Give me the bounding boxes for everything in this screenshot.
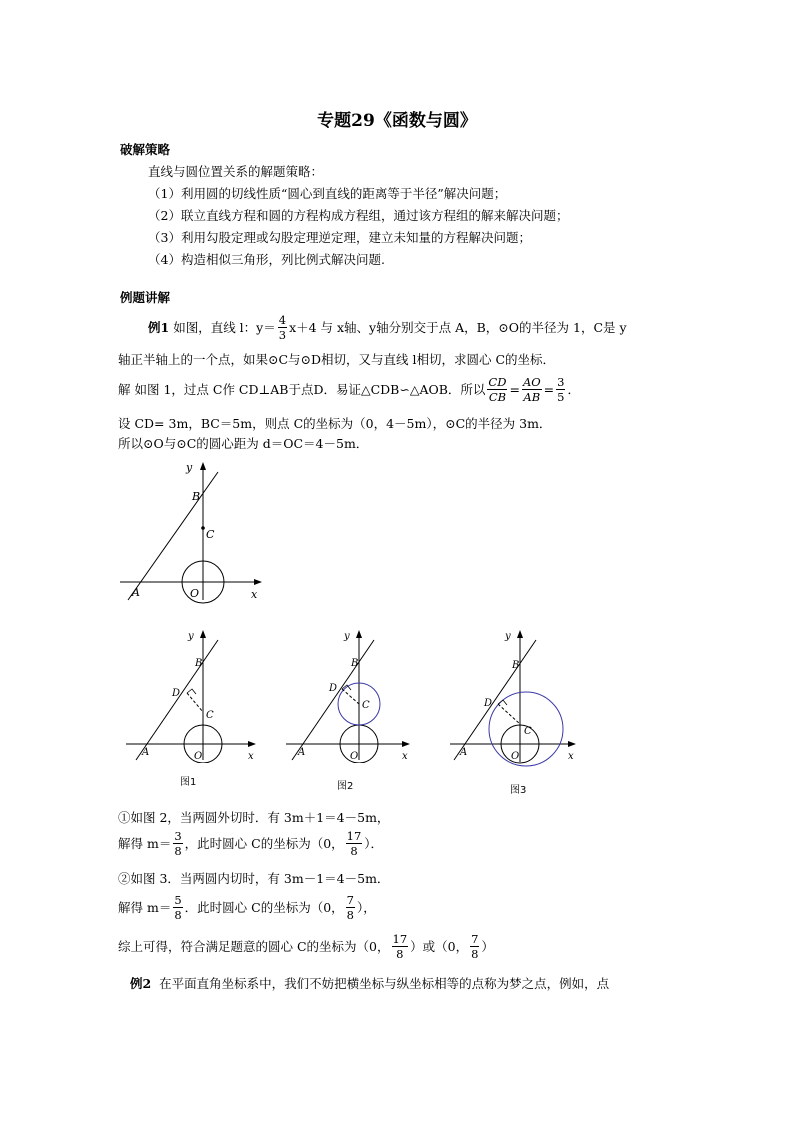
fraction-cd-cb: [487, 375, 507, 404]
y-axis-arrow: [200, 630, 206, 638]
x-axis-arrow: [568, 741, 576, 747]
figure-2-caption: 图2: [337, 781, 354, 792]
line-l: [128, 472, 218, 600]
segment-cd: [342, 689, 359, 704]
a-label: A: [132, 586, 140, 599]
example1-label: 例1: [148, 320, 170, 335]
x-axis-arrow: [248, 741, 256, 747]
case2-line1: ②如图 3．当两圆内切时，有 3m－1＝4－5m．: [118, 871, 390, 886]
strategy-item: （1）利用圆的切线性质“圆心到直线的距离等于半径”解决问题；: [148, 186, 507, 201]
numerator: 3: [174, 828, 182, 843]
denominator: 8: [350, 843, 358, 858]
fraction-17-8: [346, 829, 363, 858]
strategy-heading: 破解策略: [120, 142, 171, 157]
a-label: A: [460, 747, 468, 758]
x-label: x: [248, 751, 254, 762]
case-text: ），: [356, 900, 376, 915]
fraction-4-3: [278, 313, 287, 342]
numerator: 5: [174, 892, 182, 907]
y-axis-arrow: [200, 462, 206, 470]
d-label: D: [329, 683, 338, 694]
case-text: 解得 m＝: [118, 900, 172, 915]
denominator: 8: [174, 907, 182, 922]
conclusion-text: ）或（0，: [410, 939, 469, 954]
example1-problem-line1: [148, 310, 627, 344]
fraction-3-5: [556, 375, 565, 404]
case1-line2: [118, 826, 383, 860]
c-label: C: [206, 528, 215, 541]
a-label: A: [298, 747, 306, 758]
case-text: ，此时圆心 C的坐标为（0，: [184, 836, 344, 851]
figure-main: [116, 460, 266, 605]
line-l: [454, 640, 536, 760]
solution-text: ．: [567, 382, 580, 397]
d-label: D: [484, 698, 493, 709]
denominator: 8: [471, 946, 479, 961]
y-label: y: [188, 631, 194, 642]
x-label: x: [568, 751, 574, 762]
b-label: B: [192, 490, 201, 503]
y-label: y: [186, 461, 193, 474]
numerator: 17: [392, 931, 408, 946]
solution-line1: [118, 372, 580, 406]
b-label: B: [351, 658, 359, 669]
a-label: A: [142, 747, 150, 758]
denominator: 8: [174, 843, 182, 858]
example2-label: 例2: [130, 976, 152, 991]
segment-cd: [498, 704, 520, 724]
strategy-intro: 直线与圆位置关系的解题策略：: [148, 164, 324, 179]
case2-line2: [118, 890, 376, 924]
b-label: B: [512, 660, 520, 671]
figure-1: [122, 628, 267, 763]
example2-line: [130, 974, 609, 992]
example1-problem-line2: 轴正半轴上的一个点，如果⊙C与⊙D相切，又与直线 l相切，求圆心 C的坐标．: [118, 352, 556, 367]
conclusion-text: ）: [481, 939, 494, 954]
page-title: 专题29《函数与圆》: [317, 111, 477, 131]
o-label: O: [194, 751, 203, 762]
line-l: [136, 640, 218, 760]
x-label: x: [251, 588, 258, 601]
conclusion-line: [118, 929, 494, 963]
figure-3: [446, 628, 591, 768]
denominator: 3: [278, 327, 287, 342]
y-label: y: [505, 631, 511, 642]
y-axis-arrow: [517, 630, 523, 638]
right-angle-mark: [187, 689, 196, 694]
x-label: x: [402, 751, 408, 762]
strategy-item: （2）联立直线方程和圆的方程构成方程组，通过该方程组的解来解决问题；: [148, 208, 569, 223]
case1-line1: ①如图 2，当两圆外切时．有 3m＋1＝4－5m，: [118, 810, 390, 825]
fraction-ao-ab: [522, 375, 542, 404]
fraction-7-8: [470, 932, 479, 961]
figure-1-caption: 图1: [180, 777, 197, 788]
numerator: 7: [471, 931, 479, 946]
o-label: O: [350, 751, 359, 762]
b-label: B: [195, 658, 203, 669]
y-axis-arrow: [356, 630, 362, 638]
c-label: C: [524, 726, 532, 737]
problem-text: 如图，直线 l：y＝: [173, 320, 276, 335]
right-angle-mark: [498, 700, 507, 705]
numerator: 7: [346, 892, 354, 907]
o-label: O: [190, 587, 200, 600]
denominator: 8: [346, 907, 354, 922]
fraction-7-8: [346, 893, 355, 922]
solution-text: 解 如图 1，过点 C作 CD⊥AB于点D．易证△CDB∽△AOB．所以: [118, 382, 486, 397]
conclusion-text: 综上可得，符合满足题意的圆心 C的坐标为（0，: [118, 939, 390, 954]
fraction-3-8: [173, 829, 182, 858]
c-label: C: [362, 700, 370, 711]
case-text: 解得 m＝: [118, 836, 172, 851]
denominator: 8: [396, 946, 404, 961]
x-axis-arrow: [402, 741, 410, 747]
denominator: CB: [488, 389, 507, 404]
equals-sign: =: [543, 381, 555, 397]
examples-heading: 例题讲解: [120, 290, 171, 305]
numerator: 4: [278, 312, 287, 327]
numerator: CD: [488, 374, 507, 389]
d-label: D: [172, 688, 181, 699]
denominator: 5: [557, 389, 565, 404]
figure-2: [282, 628, 427, 763]
numerator: 3: [557, 374, 565, 389]
figure-3-caption: 图3: [510, 785, 527, 796]
numerator: AO: [522, 374, 541, 389]
case-text: ）．: [364, 836, 384, 851]
fraction-5-8: [173, 893, 182, 922]
problem-text: x＋4 与 x轴、y轴分别交于点 A，B，⊙O的半径为 1，C是 y: [289, 320, 627, 335]
y-label: y: [344, 631, 350, 642]
case-text: ．此时圆心 C的坐标为（0，: [184, 900, 344, 915]
fraction-17-8: [392, 932, 409, 961]
point-c: [201, 526, 205, 530]
numerator: 17: [346, 828, 362, 843]
equals-sign: =: [509, 381, 520, 397]
strategy-item: （3）利用勾股定理或勾股定理逆定理，建立未知量的方程解决问题；: [148, 230, 531, 245]
c-label: C: [206, 710, 214, 721]
strategy-item: （4）构造相似三角形，列比例式解决问题.: [148, 252, 385, 267]
solution-line2: 设 CD= 3m，BC＝5m，则点 C的坐标为（0，4－5m），⊙C的半径为 3m．: [118, 416, 552, 431]
solution-line3: 所以⊙O与⊙C的圆心距为 d＝OC＝4－5m．: [118, 436, 369, 451]
o-label: O: [511, 751, 520, 762]
segment-cd: [187, 693, 203, 712]
x-axis-arrow: [254, 579, 262, 585]
example2-text: 在平面直角坐标系中，我们不妨把横坐标与纵坐标相等的点称为梦之点，例如，点: [159, 976, 610, 991]
denominator: AB: [523, 389, 541, 404]
